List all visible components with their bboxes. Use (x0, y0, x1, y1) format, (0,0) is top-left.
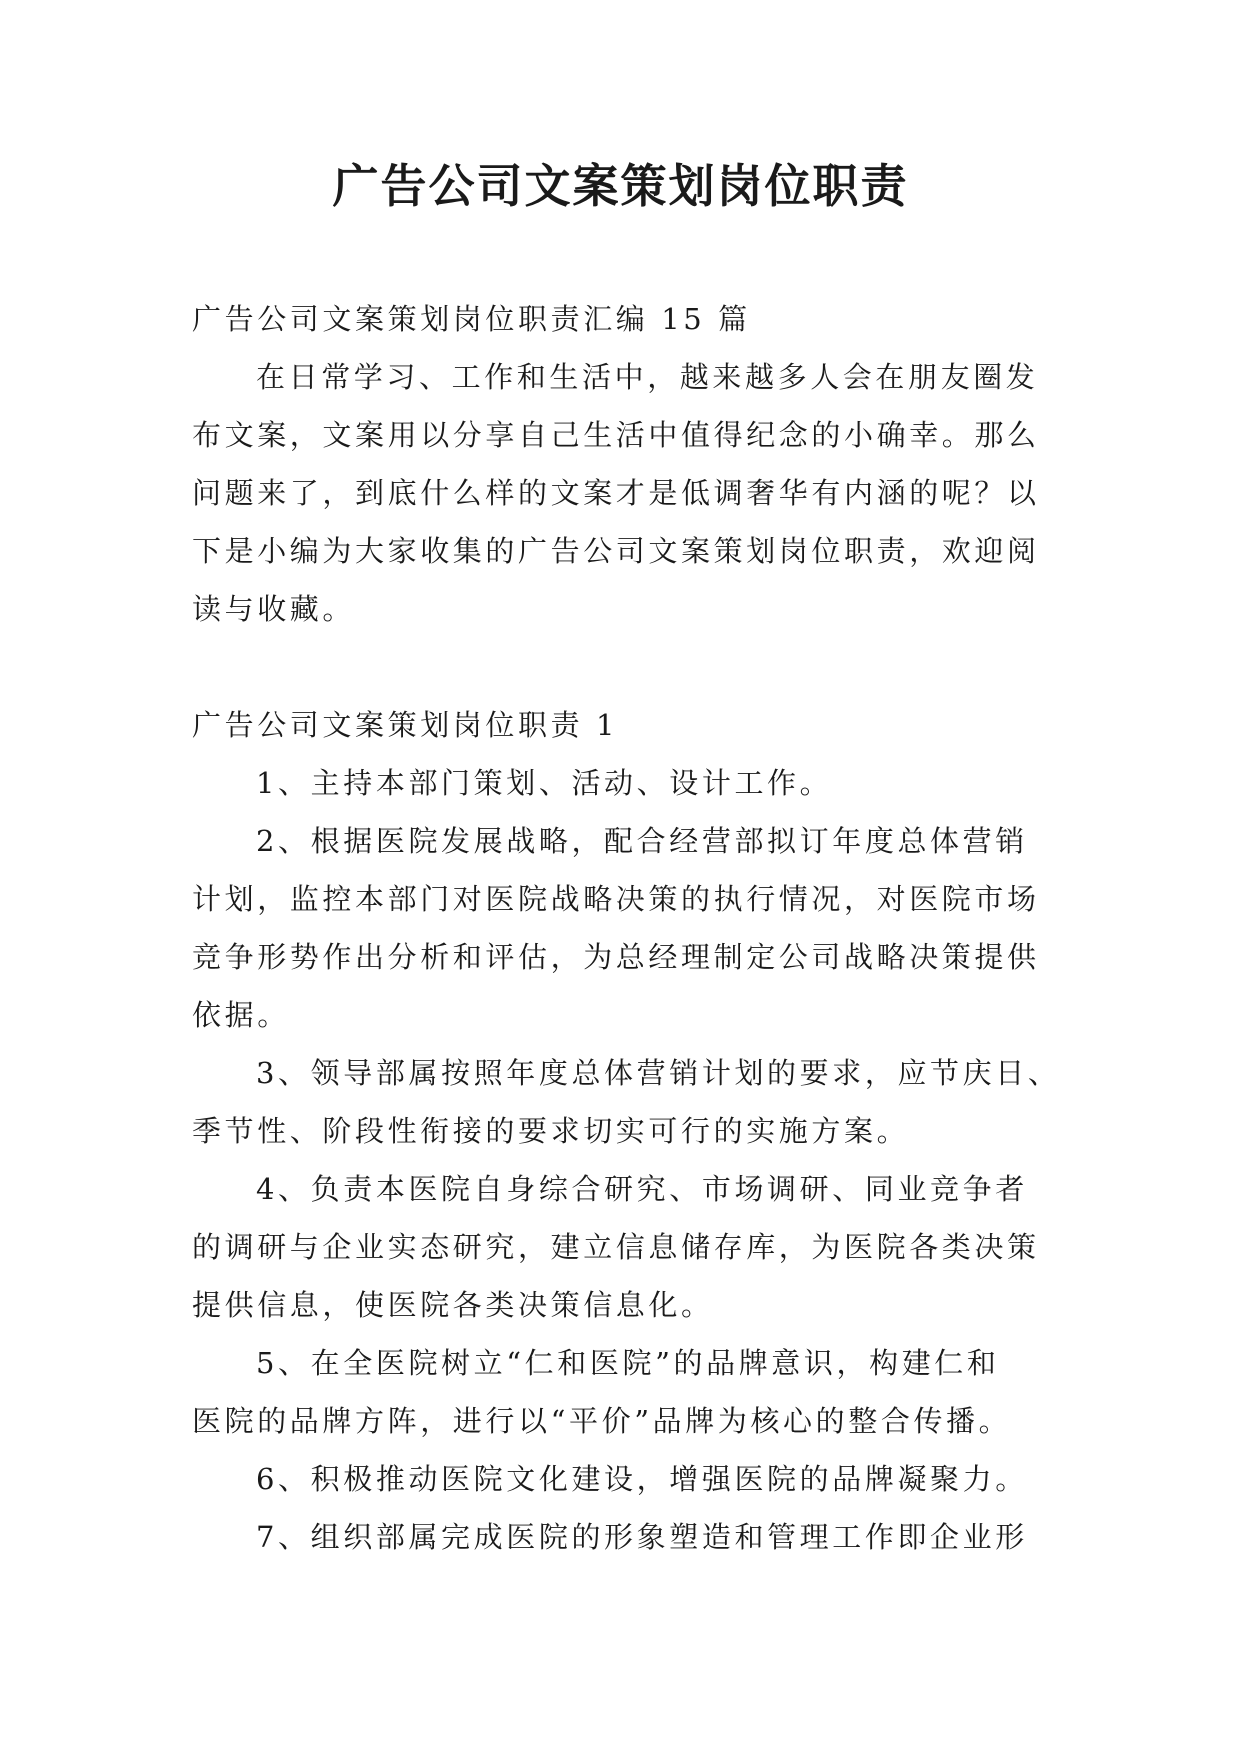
section-spacer (192, 638, 1052, 696)
duty-line: 计划，监控本部门对医院战略决策的执行情况，对医院市场 (192, 882, 1040, 916)
duty-line: 2、根据医院发展战略，配合经营部拟订年度总体营销 (256, 824, 1028, 858)
duty-line: 4、负责本医院自身综合研究、市场调研、同业竞争者 (256, 1172, 1028, 1206)
duty-line: 竞争形势作出分析和评估，为总经理制定公司战略决策提供 (192, 940, 1040, 974)
duty-line: 7、组织部属完成医院的形象塑造和管理工作即企业形 (256, 1520, 1028, 1554)
duty-line: 提供信息，使医院各类决策信息化。 (192, 1288, 714, 1322)
intro-line: 读与收藏。 (192, 592, 356, 626)
section-heading: 广告公司文案策划岗位职责 1 (192, 708, 619, 742)
intro-line: 在日常学习、工作和生活中，越来越多人会在朋友圈发 (256, 360, 1039, 394)
duty-line: 1、主持本部门策划、活动、设计工作。 (256, 766, 833, 800)
document-subtitle: 广告公司文案策划岗位职责汇编 15 篇 (192, 302, 751, 336)
duty-line: 的调研与企业实态研究，建立信息储存库，为医院各类决策 (192, 1230, 1040, 1264)
duty-line: 季节性、阶段性衔接的要求切实可行的实施方案。 (192, 1114, 910, 1148)
duty-line: 医院的品牌方阵，进行以“平价”品牌为核心的整合传播。 (192, 1404, 1012, 1438)
intro-line: 下是小编为大家收集的广告公司文案策划岗位职责，欢迎阅 (192, 534, 1040, 568)
duty-line: 6、积极推动医院文化建设，增强医院的品牌凝聚力。 (256, 1462, 1028, 1496)
intro-line: 问题来了，到底什么样的文案才是低调奢华有内涵的呢？以 (192, 476, 1040, 510)
duty-line: 依据。 (192, 998, 290, 1032)
duty-line: 3、领导部属按照年度总体营销计划的要求，应节庆日、 (256, 1056, 1061, 1090)
intro-line: 布文案，文案用以分享自己生活中值得纪念的小确幸。那么 (192, 418, 1040, 452)
document-body (192, 290, 1061, 1566)
duty-line: 5、在全医院树立“仁和医院”的品牌意识，构建仁和 (256, 1346, 1000, 1380)
document-title: 广告公司文案策划岗位职责 (332, 159, 909, 213)
